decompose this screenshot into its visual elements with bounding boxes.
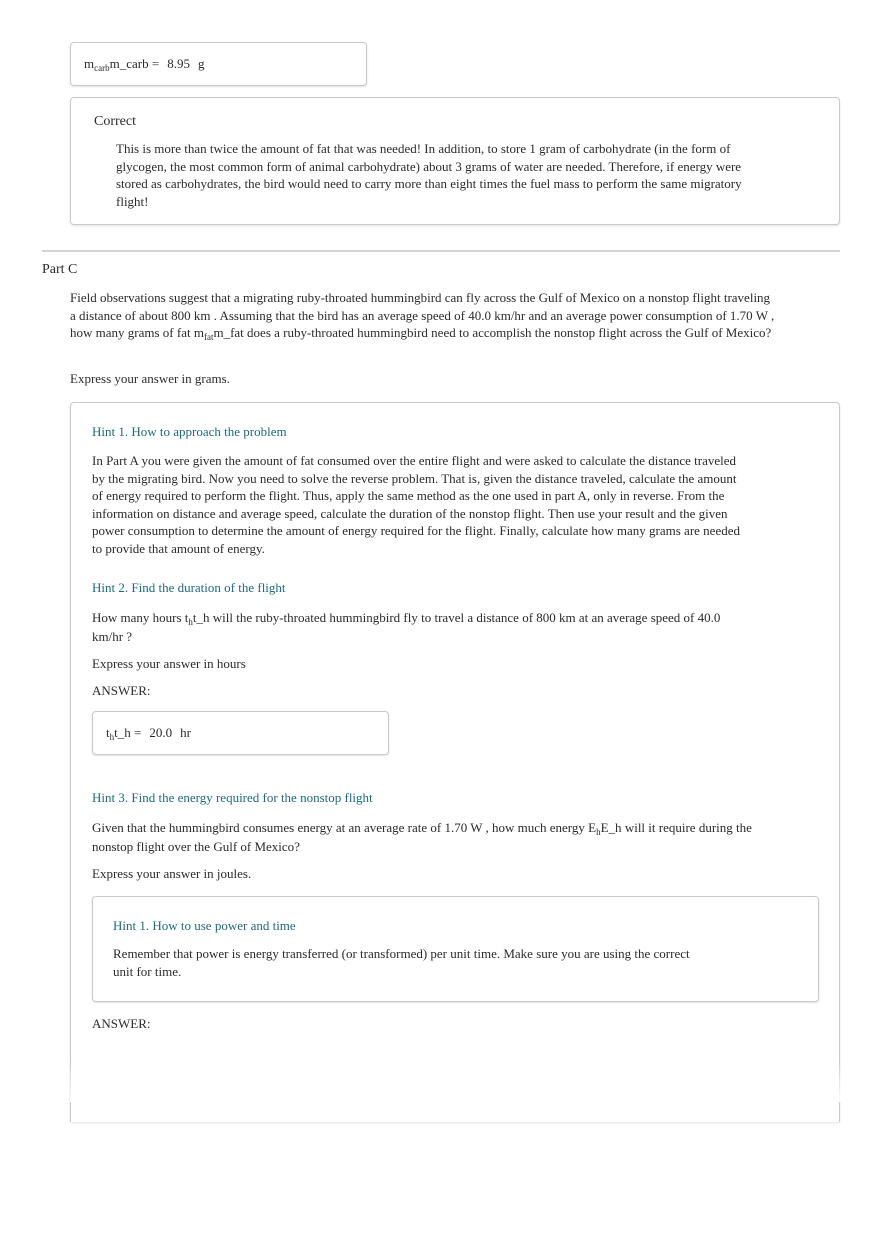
hint-2-question: How many hours $t_ht\_h$ will the ruby-throated hummingbird fly to travel a distance of 800 km at an average speed of 40.0 km/hr ?	[92, 610, 721, 644]
hint-3-question: Given that the hummingbird consumes energy at an average rate of 1.70 W , how much energy $E_hE\_h$ will it require during the nonstop flight over the Gulf of Mexico?	[92, 820, 752, 854]
nested-hint-box	[92, 896, 819, 1002]
part-c-title: Part C	[42, 262, 78, 277]
duration-answer-variable: $t_ht\_h$ =	[106, 725, 142, 742]
page-fade	[70, 1060, 842, 1102]
carb-mass-value: 8.95	[167, 56, 190, 71]
hint-2-express: Express your answer in hours	[92, 656, 246, 671]
hint-3-title[interactable]: Hint 3. Find the energy required for the nonstop flight	[92, 790, 373, 805]
hint-1-title[interactable]: Hint 1. How to approach the problem	[92, 424, 287, 439]
feedback-message: This is more than twice the amount of fat that was needed! In addition, to store 1 gram of carbohydrate (in the form of glycogen, the most common form of animal carbohydrate) about 3 grams of water are needed. Therefore, if energy were stored as carbohydrates, the bird would need to carry more than eight times the fuel mass to perform the same migratory flight!	[116, 141, 742, 209]
nested-hint-title[interactable]: Hint 1. How to use power and time	[113, 918, 296, 933]
feedback-status: Correct	[94, 114, 136, 129]
part-c-express: Express your answer in grams.	[70, 371, 230, 386]
hint-1-text: In Part A you were given the amount of fat consumed over the entire flight and were asked to calculate the distance traveled by the migrating bird. Now you need to solve the reverse problem. That is, given the distance traveled, calculate the amount of energy required to perform the flight. Thus, apply the same method as the one used in part A, only in reverse. From the information on distance and average speed, calculate the duration of the nonstop flight. Then use your result and the given power consumption to determine the amount of energy required for the flight. Finally, calculate how many grams are needed to provide that amount of energy.	[92, 453, 740, 556]
hint-3-answer-label: ANSWER:	[92, 1016, 151, 1031]
feedback-box	[70, 97, 840, 225]
energy-variable: $E_hE\_h$	[588, 820, 622, 837]
duration-variable: $t_ht\_h$	[184, 610, 210, 627]
part-c-question: Field observations suggest that a migrating ruby-throated hummingbird can fly across the Gulf of Mexico on a nonstop flight traveling a distance of about 800 km . Assuming that the bird has an average speed of 40.0 km/hr and an average power consumption of 1.70 W , how many grams of fat $m_{fat}m\_fat$ does a ruby-throated hummingbird need to accomplish the nonstop flight across the Gulf of Mexico?	[70, 290, 775, 342]
section-divider	[42, 250, 840, 252]
hint-2-title[interactable]: Hint 2. Find the duration of the flight	[92, 580, 286, 595]
hint-3-express: Express your answer in joules.	[92, 866, 252, 881]
nested-hint-text: Remember that power is energy transferred (or transformed) per unit time. Make sure you are using the correct unit for time.	[113, 946, 690, 979]
carb-mass-unit: g	[197, 56, 205, 71]
hint-2-answer-label: ANSWER:	[92, 683, 151, 698]
fat-mass-variable: $m_{fat}m\_fat$	[193, 325, 244, 342]
carb-mass-variable: $m_{carb}m\_carb$ =	[84, 56, 160, 73]
carb-mass-answer-box[interactable]	[70, 42, 367, 86]
duration-answer-box[interactable]	[92, 711, 389, 755]
duration-answer-value: 20.0	[149, 725, 173, 740]
duration-answer-unit: hr	[180, 725, 191, 740]
